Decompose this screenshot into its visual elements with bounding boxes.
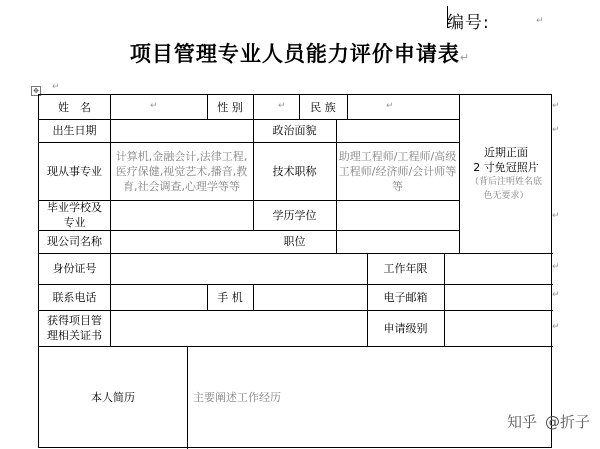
photo-line1: 近期正面	[484, 146, 528, 159]
application-form-table	[38, 94, 552, 448]
political-status-label: 政治面貌	[272, 124, 317, 137]
position-input[interactable]	[336, 230, 459, 253]
tech-title-label: 技术职称	[272, 164, 317, 178]
apply-level-label: 申请级别	[383, 321, 428, 335]
profession-label: 现从事专业	[47, 164, 102, 178]
return-mark: ↵	[278, 101, 286, 111]
return-mark: ↵	[386, 101, 394, 111]
name-label: 姓 名	[58, 100, 91, 114]
certificate-label: 获得项目管理相关证书	[47, 314, 102, 342]
name-input[interactable]	[110, 95, 207, 119]
birth-date-input[interactable]	[110, 119, 253, 142]
return-mark: ↵	[552, 262, 560, 272]
return-mark: ↵	[552, 322, 560, 332]
serial-number-label: 编号:	[447, 13, 490, 33]
birth-date-label: 出生日期	[52, 124, 97, 137]
political-status-input[interactable]	[336, 119, 459, 142]
watermark-user: @折子	[544, 413, 590, 431]
resume-label: 本人简历	[91, 391, 135, 404]
profession-hint[interactable]: 计算机,金融会计,法律工程,医疗保健,视觉艺术,播音,教育,社会调查,心理学等等	[115, 149, 248, 193]
ethnicity-input[interactable]	[347, 95, 459, 119]
return-mark: ↵	[459, 51, 471, 64]
return-mark: ↵	[150, 101, 158, 111]
photo-line2: 2 寸免冠照片	[473, 161, 539, 174]
phone-label: 联系电话	[52, 290, 97, 304]
mobile-input[interactable]	[253, 284, 367, 310]
return-mark: ↵	[52, 82, 60, 92]
return-mark: ↵	[552, 211, 560, 221]
photo-note: （背后注明姓名底色无要求）	[469, 177, 542, 201]
form-title-text: 项目管理专业人员能力评价申请表	[129, 42, 460, 66]
phone-input[interactable]	[110, 284, 207, 310]
company-label: 现公司名称	[47, 235, 102, 248]
return-mark: ↵	[552, 101, 560, 111]
return-mark: ↵	[536, 16, 544, 26]
watermark	[507, 411, 590, 432]
resume-hint[interactable]: 主要阐述工作经历	[193, 391, 281, 404]
email-input[interactable]	[444, 284, 553, 310]
apply-level-input[interactable]	[444, 310, 553, 346]
work-years-label: 工作年限	[383, 262, 428, 275]
company-input[interactable]	[110, 230, 253, 253]
work-years-input[interactable]	[444, 253, 553, 284]
position-label: 职位	[283, 235, 306, 248]
watermark-platform: 知乎	[506, 413, 537, 431]
school-major-input[interactable]	[110, 200, 253, 230]
email-label: 电子邮箱	[383, 290, 428, 304]
ethnicity-label: 民 族	[310, 100, 336, 114]
degree-input[interactable]	[336, 200, 459, 230]
form-title	[0, 38, 600, 68]
return-mark: ↵	[552, 290, 560, 300]
table-move-handle-icon[interactable]: ✥	[31, 86, 41, 96]
degree-label: 学历学位	[272, 208, 317, 222]
gender-label: 性 别	[217, 100, 243, 114]
school-major-label: 毕业学校及专业	[47, 201, 102, 229]
photo-placeholder[interactable]	[459, 95, 553, 253]
return-mark: ↵	[552, 125, 560, 135]
certificate-input[interactable]	[110, 310, 367, 346]
tech-title-hint[interactable]: 助理工程师/工程师/高级工程师/经济师/会计师等等	[338, 149, 457, 193]
id-number-label: 身份证号	[52, 262, 97, 275]
mobile-label: 手 机	[217, 290, 243, 304]
gender-input[interactable]	[253, 95, 299, 119]
id-number-input[interactable]	[110, 253, 367, 284]
